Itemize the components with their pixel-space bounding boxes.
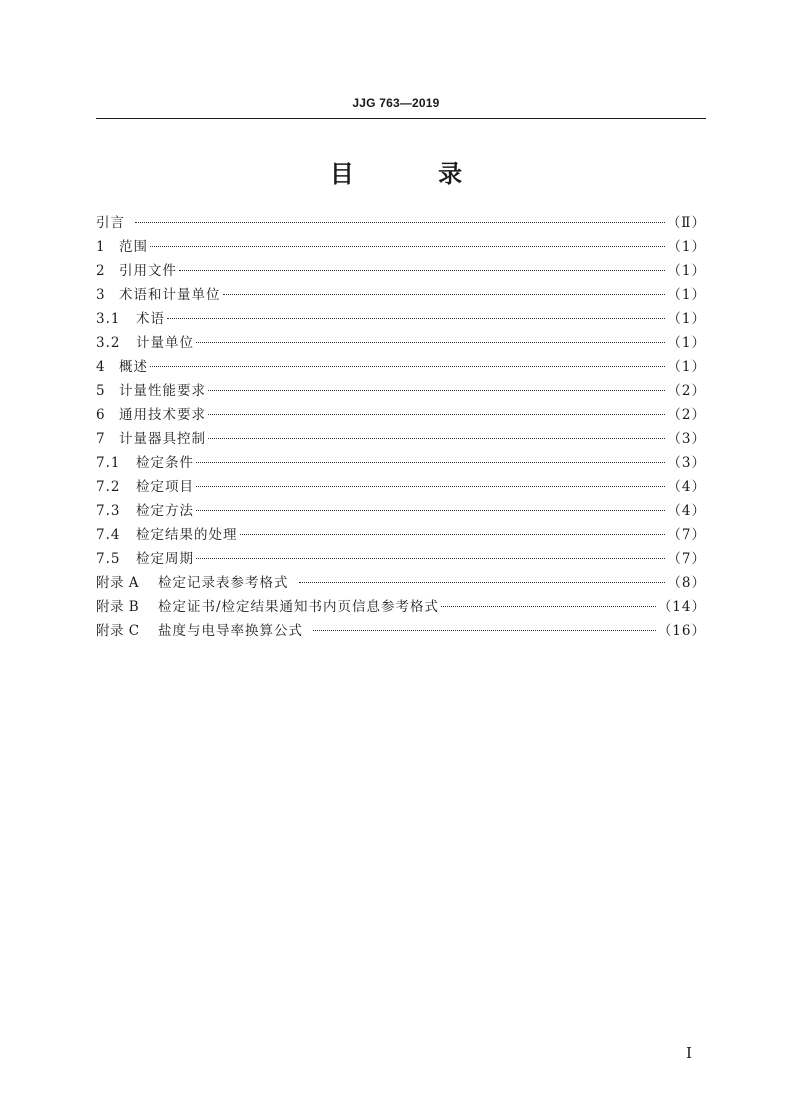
toc-entry-label: 检定证书/检定结果通知书内页信息参考格式 xyxy=(158,599,440,615)
toc-entry-number: 5 xyxy=(96,383,106,399)
standard-code: JJG 763—2019 xyxy=(352,96,440,110)
toc-entry-label: 检定结果的处理 xyxy=(136,527,238,543)
toc-leader-dots xyxy=(441,606,656,607)
toc-entry-number: 3.1 xyxy=(96,311,121,327)
toc-leader-dots xyxy=(196,510,665,511)
toc-entry-label: 计量器具控制 xyxy=(119,431,206,447)
toc-entry-page: （2） xyxy=(667,383,706,399)
toc-entry-label: 引用文件 xyxy=(119,263,177,279)
toc-leader-dots xyxy=(196,342,665,343)
toc-entry-label: 引言 xyxy=(96,215,125,231)
toc-leader-dots xyxy=(208,438,665,439)
toc-entry[interactable] xyxy=(96,307,706,331)
toc-leader-dots xyxy=(150,246,665,247)
toc-entry-number: 6 xyxy=(96,407,106,423)
toc-entry-label: 盐度与电导率换算公式 xyxy=(158,623,303,639)
toc-entry-label: 范围 xyxy=(119,239,148,255)
toc-entry-page: （2） xyxy=(667,407,706,423)
toc-entry-label: 检定项目 xyxy=(136,479,194,495)
toc-entry-page: （8） xyxy=(667,575,706,591)
toc-entry-label: 计量性能要求 xyxy=(119,383,206,399)
toc-entry-number: 7.1 xyxy=(96,455,121,471)
toc-entry-page: （7） xyxy=(667,551,706,567)
toc-entry[interactable] xyxy=(96,619,706,643)
toc-entry[interactable] xyxy=(96,547,706,571)
toc-entry-page: （1） xyxy=(667,311,706,327)
toc-entry-number: 附录 A xyxy=(96,575,140,591)
toc-leader-dots xyxy=(135,222,665,223)
toc-entry-label: 检定条件 xyxy=(136,455,194,471)
toc-entry[interactable] xyxy=(96,499,706,523)
toc-leader-dots xyxy=(223,294,666,295)
toc-entry-label: 检定方法 xyxy=(136,503,194,519)
toc-entry-number: 附录 C xyxy=(96,623,140,639)
toc-entry[interactable] xyxy=(96,595,706,619)
toc-entry[interactable] xyxy=(96,283,706,307)
toc-entry[interactable] xyxy=(96,211,706,235)
page-title: 目 录 xyxy=(329,160,501,188)
toc-entry-label: 概述 xyxy=(119,359,148,375)
toc-entry-number: 7.5 xyxy=(96,551,121,567)
toc-entry-label: 检定记录表参考格式 xyxy=(158,575,289,591)
toc-entry-number: 7 xyxy=(96,431,106,447)
toc-entry-number: 7.2 xyxy=(96,479,121,495)
toc-entry[interactable] xyxy=(96,475,706,499)
toc-entry-number: 3 xyxy=(96,287,106,303)
toc-entry-label: 术语和计量单位 xyxy=(119,287,221,303)
toc-entry-page: （14） xyxy=(657,599,706,615)
toc-entry[interactable] xyxy=(96,235,706,259)
toc-entry-label: 检定周期 xyxy=(136,551,194,567)
toc-entry[interactable] xyxy=(96,427,706,451)
toc-entry[interactable] xyxy=(96,355,706,379)
toc-leader-dots xyxy=(196,558,665,559)
toc-entry-page: （1） xyxy=(667,335,706,351)
toc-entry[interactable] xyxy=(96,451,706,475)
toc-leader-dots xyxy=(208,390,665,391)
toc-entry[interactable] xyxy=(96,403,706,427)
toc-entry-label: 通用技术要求 xyxy=(119,407,206,423)
toc-entry-page: （7） xyxy=(667,527,706,543)
toc-leader-dots xyxy=(150,366,665,367)
toc-entry-number: 附录 B xyxy=(96,599,140,615)
toc-entry-page: （1） xyxy=(667,239,706,255)
toc-entry-page: （1） xyxy=(667,359,706,375)
toc-entry-label: 术语 xyxy=(136,311,165,327)
header-divider xyxy=(96,118,706,119)
toc-entry-label: 计量单位 xyxy=(136,335,194,351)
toc-leader-dots xyxy=(167,318,665,319)
toc-leader-dots xyxy=(179,270,665,271)
toc-entry-page: （16） xyxy=(657,623,706,639)
toc-entry[interactable] xyxy=(96,523,706,547)
toc-entry-number: 3.2 xyxy=(96,335,121,351)
toc-entry[interactable] xyxy=(96,331,706,355)
toc-leader-dots xyxy=(208,414,665,415)
toc-entry-page: （1） xyxy=(667,287,706,303)
toc-entry[interactable] xyxy=(96,259,706,283)
toc-entry-page: （4） xyxy=(667,479,706,495)
toc-leader-dots xyxy=(240,534,666,535)
toc-entry-number: 7.4 xyxy=(96,527,121,543)
toc-entry[interactable] xyxy=(96,571,706,595)
toc-entry-page: （4） xyxy=(667,503,706,519)
toc-entry-page: （3） xyxy=(667,431,706,447)
toc-entry-number: 7.3 xyxy=(96,503,121,519)
toc-leader-dots xyxy=(313,630,656,631)
toc-entry-page: （Ⅱ） xyxy=(666,215,706,231)
toc-entry[interactable] xyxy=(96,379,706,403)
toc-leader-dots xyxy=(196,486,665,487)
toc-entry-page: （3） xyxy=(667,455,706,471)
toc-entry-number: 1 xyxy=(96,239,106,255)
toc-entry-number: 4 xyxy=(96,359,106,375)
toc-entry-page: （1） xyxy=(667,263,706,279)
table-of-contents xyxy=(96,211,706,643)
toc-entry-number: 2 xyxy=(96,263,106,279)
page-number: I xyxy=(686,1044,692,1062)
toc-leader-dots xyxy=(196,462,665,463)
toc-leader-dots xyxy=(299,582,666,583)
